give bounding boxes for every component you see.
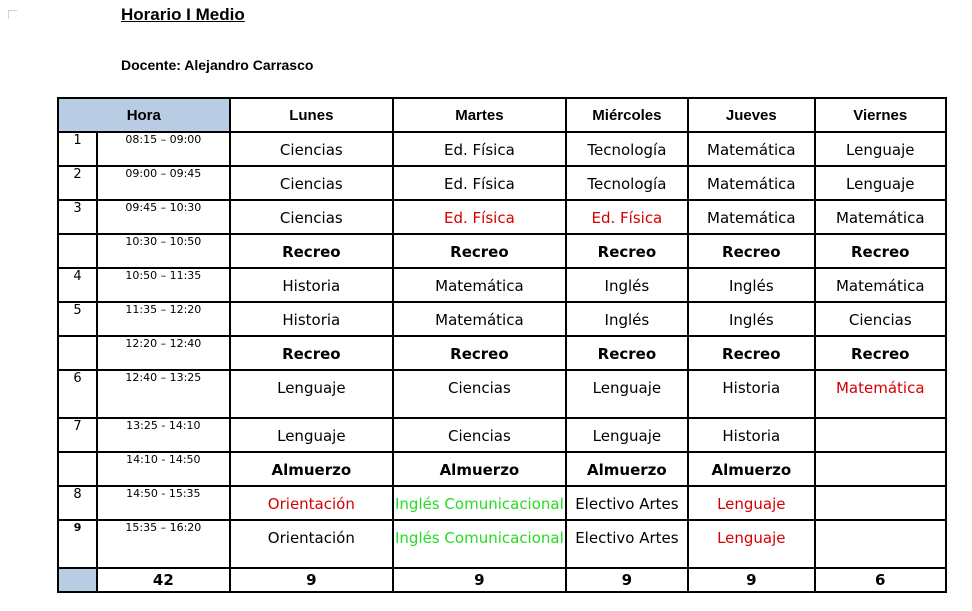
lunch-cell: Almuerzo	[230, 452, 394, 486]
lunch-cell: Almuerzo	[688, 452, 814, 486]
lunch-cell: Almuerzo	[393, 452, 566, 486]
total-miercoles: 9	[566, 568, 688, 592]
lunch-cell: Almuerzo	[566, 452, 688, 486]
break-cell: Recreo	[393, 336, 566, 370]
break-cell: Recreo	[393, 234, 566, 268]
break-cell: Recreo	[688, 234, 814, 268]
period-number: 4	[58, 268, 97, 302]
subject-cell: Matemática	[815, 200, 946, 234]
subject-cell: Historia	[230, 268, 394, 302]
subject-cell: Lenguaje	[566, 370, 688, 418]
header-martes: Martes	[393, 98, 566, 132]
subject-cell: Inglés	[566, 302, 688, 336]
subject-cell-highlighted: Lenguaje	[688, 486, 814, 520]
break-cell: Recreo	[230, 234, 394, 268]
subject-cell: Ciencias	[815, 302, 946, 336]
period-number: 3	[58, 200, 97, 234]
table-row	[58, 370, 946, 418]
subject-cell: Matemática	[688, 200, 814, 234]
table-row	[58, 132, 946, 166]
subject-cell	[815, 486, 946, 520]
table-row-break	[58, 336, 946, 370]
period-number: 8	[58, 486, 97, 520]
table-row	[58, 200, 946, 234]
period-number: 5	[58, 302, 97, 336]
total-lunes: 9	[230, 568, 394, 592]
break-cell: Recreo	[815, 336, 946, 370]
period-number: 7	[58, 418, 97, 452]
subject-cell-highlighted: Lenguaje	[688, 520, 814, 568]
subject-cell: Electivo Artes	[566, 520, 688, 568]
header-jueves: Jueves	[688, 98, 814, 132]
lunch-cell	[815, 452, 946, 486]
total-jueves: 9	[688, 568, 814, 592]
total-martes: 9	[393, 568, 566, 592]
subject-cell-highlighted: Ed. Física	[566, 200, 688, 234]
period-time: 12:40 – 13:25	[97, 370, 229, 418]
schedule-table	[57, 97, 947, 593]
period-time: 13:25 - 14:10	[97, 418, 229, 452]
subject-cell: Historia	[688, 418, 814, 452]
totals-row	[58, 568, 946, 592]
table-row	[58, 520, 946, 568]
period-time: 09:45 – 10:30	[97, 200, 229, 234]
subject-cell: Ciencias	[393, 370, 566, 418]
table-row-break	[58, 234, 946, 268]
period-number	[58, 452, 97, 486]
subject-cell: Ciencias	[393, 418, 566, 452]
page-corner-mark	[8, 10, 17, 19]
period-time: 14:10 - 14:50	[97, 452, 229, 486]
subject-cell: Ciencias	[230, 132, 394, 166]
period-time: 09:00 – 09:45	[97, 166, 229, 200]
period-number	[58, 336, 97, 370]
subject-cell: Matemática	[688, 132, 814, 166]
break-cell: Recreo	[566, 336, 688, 370]
subject-cell: Orientación	[230, 520, 394, 568]
subject-cell: Ed. Física	[393, 132, 566, 166]
period-number: 9	[58, 520, 97, 568]
subject-cell-green: Inglés Comunicacional	[393, 486, 566, 520]
subject-cell: Inglés	[688, 302, 814, 336]
period-time: 10:30 – 10:50	[97, 234, 229, 268]
subject-cell: Lenguaje	[230, 370, 394, 418]
subject-cell-highlighted: Ed. Física	[393, 200, 566, 234]
subject-cell: Matemática	[815, 268, 946, 302]
period-time: 10:50 – 11:35	[97, 268, 229, 302]
subject-cell: Lenguaje	[230, 418, 394, 452]
header-viernes: Viernes	[815, 98, 946, 132]
break-cell: Recreo	[815, 234, 946, 268]
table-row	[58, 486, 946, 520]
page-title: Horario I Medio	[121, 5, 245, 24]
subject-cell: Ed. Física	[393, 166, 566, 200]
subject-cell: Ciencias	[230, 200, 394, 234]
period-time: 12:20 – 12:40	[97, 336, 229, 370]
subject-cell	[815, 520, 946, 568]
subject-cell: Lenguaje	[566, 418, 688, 452]
subject-cell	[815, 418, 946, 452]
header-lunes: Lunes	[230, 98, 394, 132]
table-row-lunch	[58, 452, 946, 486]
total-viernes: 6	[815, 568, 946, 592]
period-time: 14:50 - 15:35	[97, 486, 229, 520]
subject-cell: Matemática	[393, 268, 566, 302]
totals-label-cell	[58, 568, 97, 592]
subject-cell: Inglés	[566, 268, 688, 302]
subject-cell: Inglés	[688, 268, 814, 302]
break-cell: Recreo	[230, 336, 394, 370]
period-number: 6	[58, 370, 97, 418]
subject-cell: Historia	[688, 370, 814, 418]
teacher-name: Docente: Alejandro Carrasco	[121, 57, 314, 73]
subject-cell: Tecnología	[566, 132, 688, 166]
table-row	[58, 418, 946, 452]
period-time: 15:35 – 16:20	[97, 520, 229, 568]
subject-cell: Historia	[230, 302, 394, 336]
subject-cell: Tecnología	[566, 166, 688, 200]
period-number: 1	[58, 132, 97, 166]
period-number: 2	[58, 166, 97, 200]
subject-cell: Matemática	[688, 166, 814, 200]
subject-cell-highlighted: Matemática	[815, 370, 946, 418]
period-time: 08:15 – 09:00	[97, 132, 229, 166]
subject-cell: Lenguaje	[815, 166, 946, 200]
break-cell: Recreo	[688, 336, 814, 370]
total-hora: 42	[97, 568, 229, 592]
subject-cell-green: Inglés Comunicacional	[393, 520, 566, 568]
table-row	[58, 166, 946, 200]
table-row	[58, 268, 946, 302]
subject-cell-highlighted: Orientación	[230, 486, 394, 520]
subject-cell: Matemática	[393, 302, 566, 336]
table-row	[58, 302, 946, 336]
header-hora: Hora	[58, 98, 230, 132]
subject-cell: Lenguaje	[815, 132, 946, 166]
subject-cell: Electivo Artes	[566, 486, 688, 520]
subject-cell: Ciencias	[230, 166, 394, 200]
period-number	[58, 234, 97, 268]
period-time: 11:35 – 12:20	[97, 302, 229, 336]
break-cell: Recreo	[566, 234, 688, 268]
header-miercoles: Miércoles	[566, 98, 688, 132]
